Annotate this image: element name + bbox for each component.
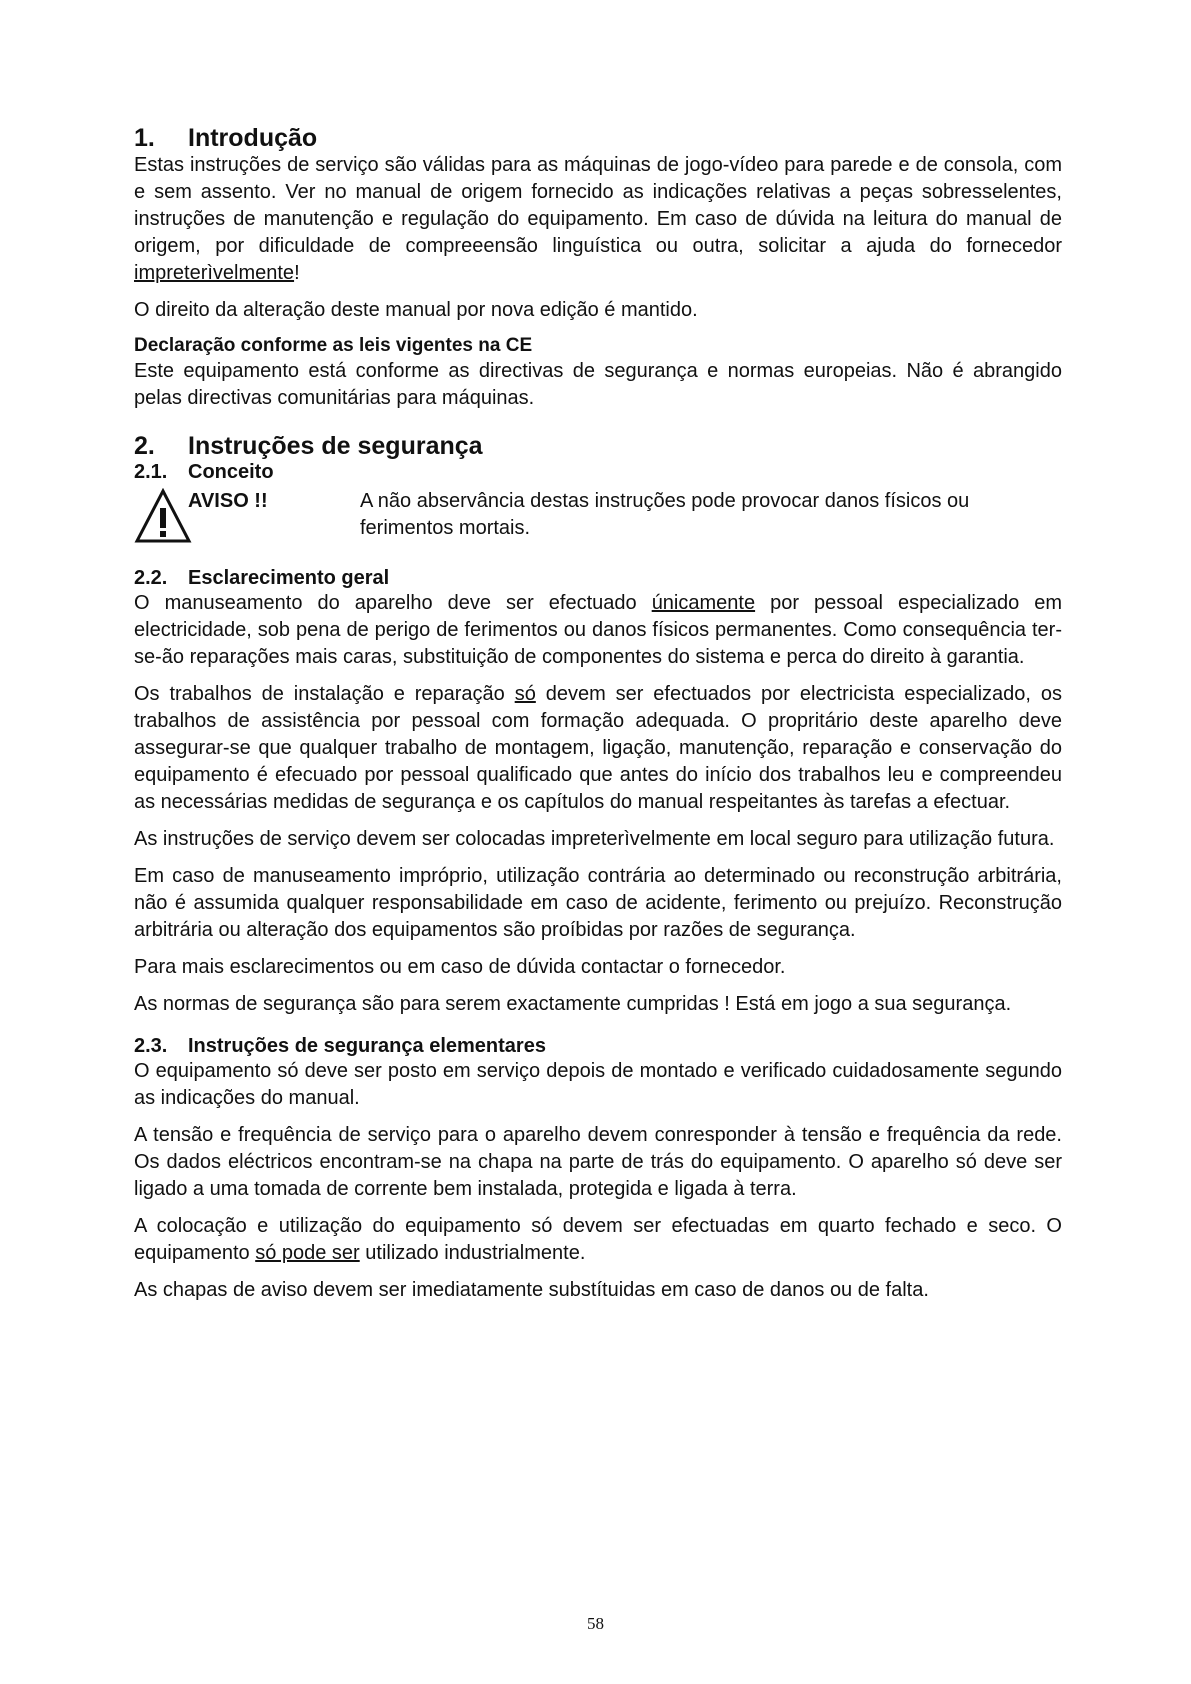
section-2-heading: 2. Instruções de segurança [134,432,483,460]
page-number: 58 [587,1614,604,1633]
rights-paragraph: O direito da alteração deste manual por nova edição é mantido. [134,299,698,321]
intro-paragraph: Estas instruções de serviço são válidas para as máquinas de jogo-vídeo para parede e de consola, com e sem assento. Ver no manual de origem fornecido as indicações relativas a peças sobresselentes, instruções de manutenção e regulação do equipamento. Em caso de dúvida na leitura do manual de origem, por dificuldade de compreeensão linguística ou outra, solicitar a ajuda do fornecedor impreterìvelmente! [134,154,1062,284]
elementary-paragraph-3: A colocação e utilização do equipamento só devem ser efectuadas em quarto fechado e seco. O equipamento só pode ser utilizado industrialmente. [134,1215,1062,1264]
warning-block [134,488,1062,554]
general-paragraph-4: Em caso de manuseamento impróprio, utilização contrária ao determinado ou reconstrução arbitrária, não é assumida qualquer responsabilidade em caso de acidente, ferimento ou prejuízo. Reconstrução arbitrária ou alteração dos equipamentos são proíbidas por razões de segurança. [134,865,1062,941]
ce-paragraph: Este equipamento está conforme as directivas de segurança e normas europeias. Não é abrangido pelas directivas comunitárias para máquinas. [134,360,1062,409]
general-paragraph-5: Para mais esclarecimentos ou em caso de dúvida contactar o fornecedor. [134,956,786,978]
general-paragraph-3: As instruções de serviço devem ser colocadas impreterìvelmente em local seguro para utilização futura. [134,828,1055,850]
general-paragraph-1: O manuseamento do aparelho deve ser efectuado únicamente por pessoal especializado em electricidade, sob pena de perigo de ferimentos ou danos físicos permanentes. Como consequência ter-se-ão reparações mais caras, substituição de componentes do sistema e perca do direito à garantia. [134,592,1063,668]
elementary-paragraph-2: A tensão e frequência de serviço para o aparelho devem conresponder à tensão e frequência da rede. Os dados eléctricos encontram-se na chapa na parte de trás do equipamento. O aparelho só deve ser ligado a uma tomada de corrente bem instalada, protegida e ligada à terra. [134,1124,1062,1200]
warning-text: A não abservância destas instruções pode provocar danos físicos ou ferimentos mortais. [360,490,970,539]
section-2-3-heading: 2.3. Instruções de segurança elementares [134,1035,546,1057]
section-1-heading: 1. Introdução [134,124,318,152]
ce-heading: Declaração conforme as leis vigentes na CE [134,335,533,356]
section-2-1-heading: 2.1. Conceito [134,461,274,483]
warning-triangle-icon [134,488,192,544]
section-2-2-heading: 2.2. Esclarecimento geral [134,567,390,589]
elementary-paragraph-4: As chapas de aviso devem ser imediatamente substítuidas em caso de danos ou de falta. [134,1279,929,1301]
general-paragraph-2: Os trabalhos de instalação e reparação só devem ser efectuados por electricista especializado, os trabalhos de assistência por pessoal com formação adequada. O propritário deste aparelho deve assegurar-se que qualquer trabalho de montagem, ligação, manutenção, reparação e conservação do equipamento é efecuado por pessoal qualificado que antes do início dos trabalhos leu e compreendeu as necessárias medidas de segurança e os capítulos do manual respeitantes às tarefas a efectuar. [134,683,1062,813]
general-paragraph-6: As normas de segurança são para serem exactamente cumpridas ! Está em jogo a sua segurança. [134,993,1012,1015]
document-page [134,124,1062,1304]
warning-label: AVISO !! [188,490,268,512]
elementary-paragraph-1: O equipamento só deve ser posto em serviço depois de montado e verificado cuidadosamente segundo as indicações do manual. [134,1060,1062,1109]
